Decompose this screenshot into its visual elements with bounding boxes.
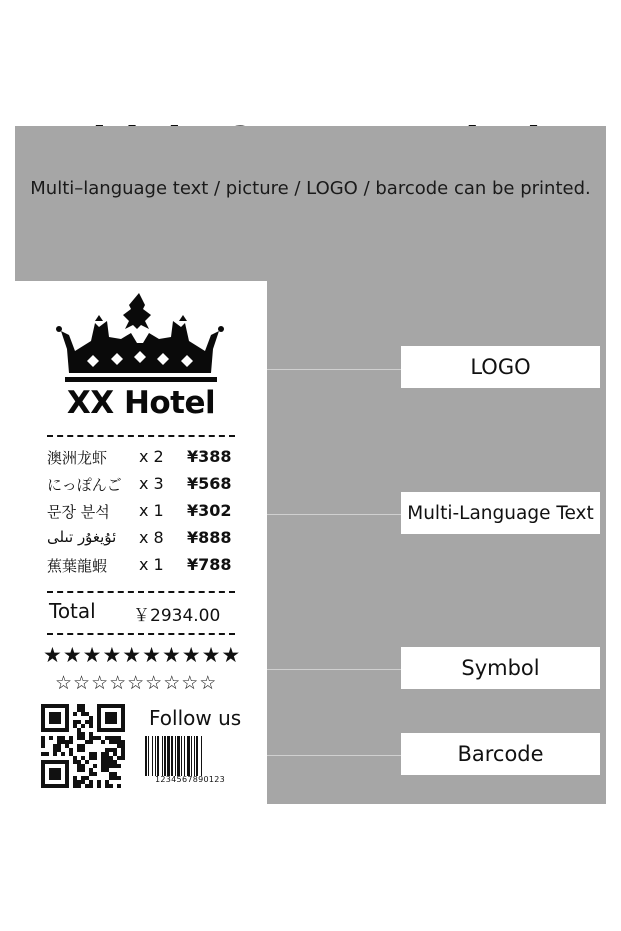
follow-us-text: Follow us [149,706,242,730]
divider [47,633,235,635]
leader-line [267,755,401,756]
item-row [47,447,247,474]
divider [47,435,235,437]
barcode-icon [145,736,245,776]
barcode-number: 1234567890123 [155,775,226,784]
logo-label: LOGO [401,346,600,388]
subline: Multi–language text / picture / LOGO / barcode can be printed. [30,178,591,199]
multi-language-label: Multi-Language Text [401,492,600,534]
item-price: ¥888 [187,528,232,547]
item-list [47,447,247,582]
item-row [47,474,247,501]
item-name: ئۇيغۇر تىلى [47,528,117,546]
hotel-name: XX Hotel [66,385,216,421]
total-value: ￥2934.00 [133,606,221,626]
leader-line [267,369,401,370]
item-qty: x 3 [139,474,164,493]
item-name: にっぽんご [47,476,122,494]
barcode-label: Barcode [401,733,600,775]
divider [47,591,235,593]
item-qty: x 8 [139,528,164,547]
leader-line [267,514,401,515]
total-label: Total [49,599,96,623]
item-name: 蕉葉龍蝦 [47,557,108,575]
symbol-label: Symbol [401,647,600,689]
item-row [47,555,247,582]
item-row [47,501,247,528]
item-qty: x 2 [139,447,164,466]
filled-stars: ★★★★★★★★★★ [43,643,242,667]
receipt [15,281,267,804]
item-price: ¥788 [187,555,232,574]
item-qty: x 1 [139,555,164,574]
item-row [47,528,247,555]
qr-code-icon [41,704,125,788]
leader-line [267,669,401,670]
item-name: 澳洲龙虾 [47,449,108,467]
item-qty: x 1 [139,501,164,520]
hollow-stars: ☆☆☆☆☆☆☆☆☆ [55,672,218,694]
item-price: ¥388 [187,447,232,466]
crown-icon [51,291,231,391]
item-price: ¥302 [187,501,232,520]
item-price: ¥568 [187,474,232,493]
item-name: 문장 분석 [47,503,110,521]
